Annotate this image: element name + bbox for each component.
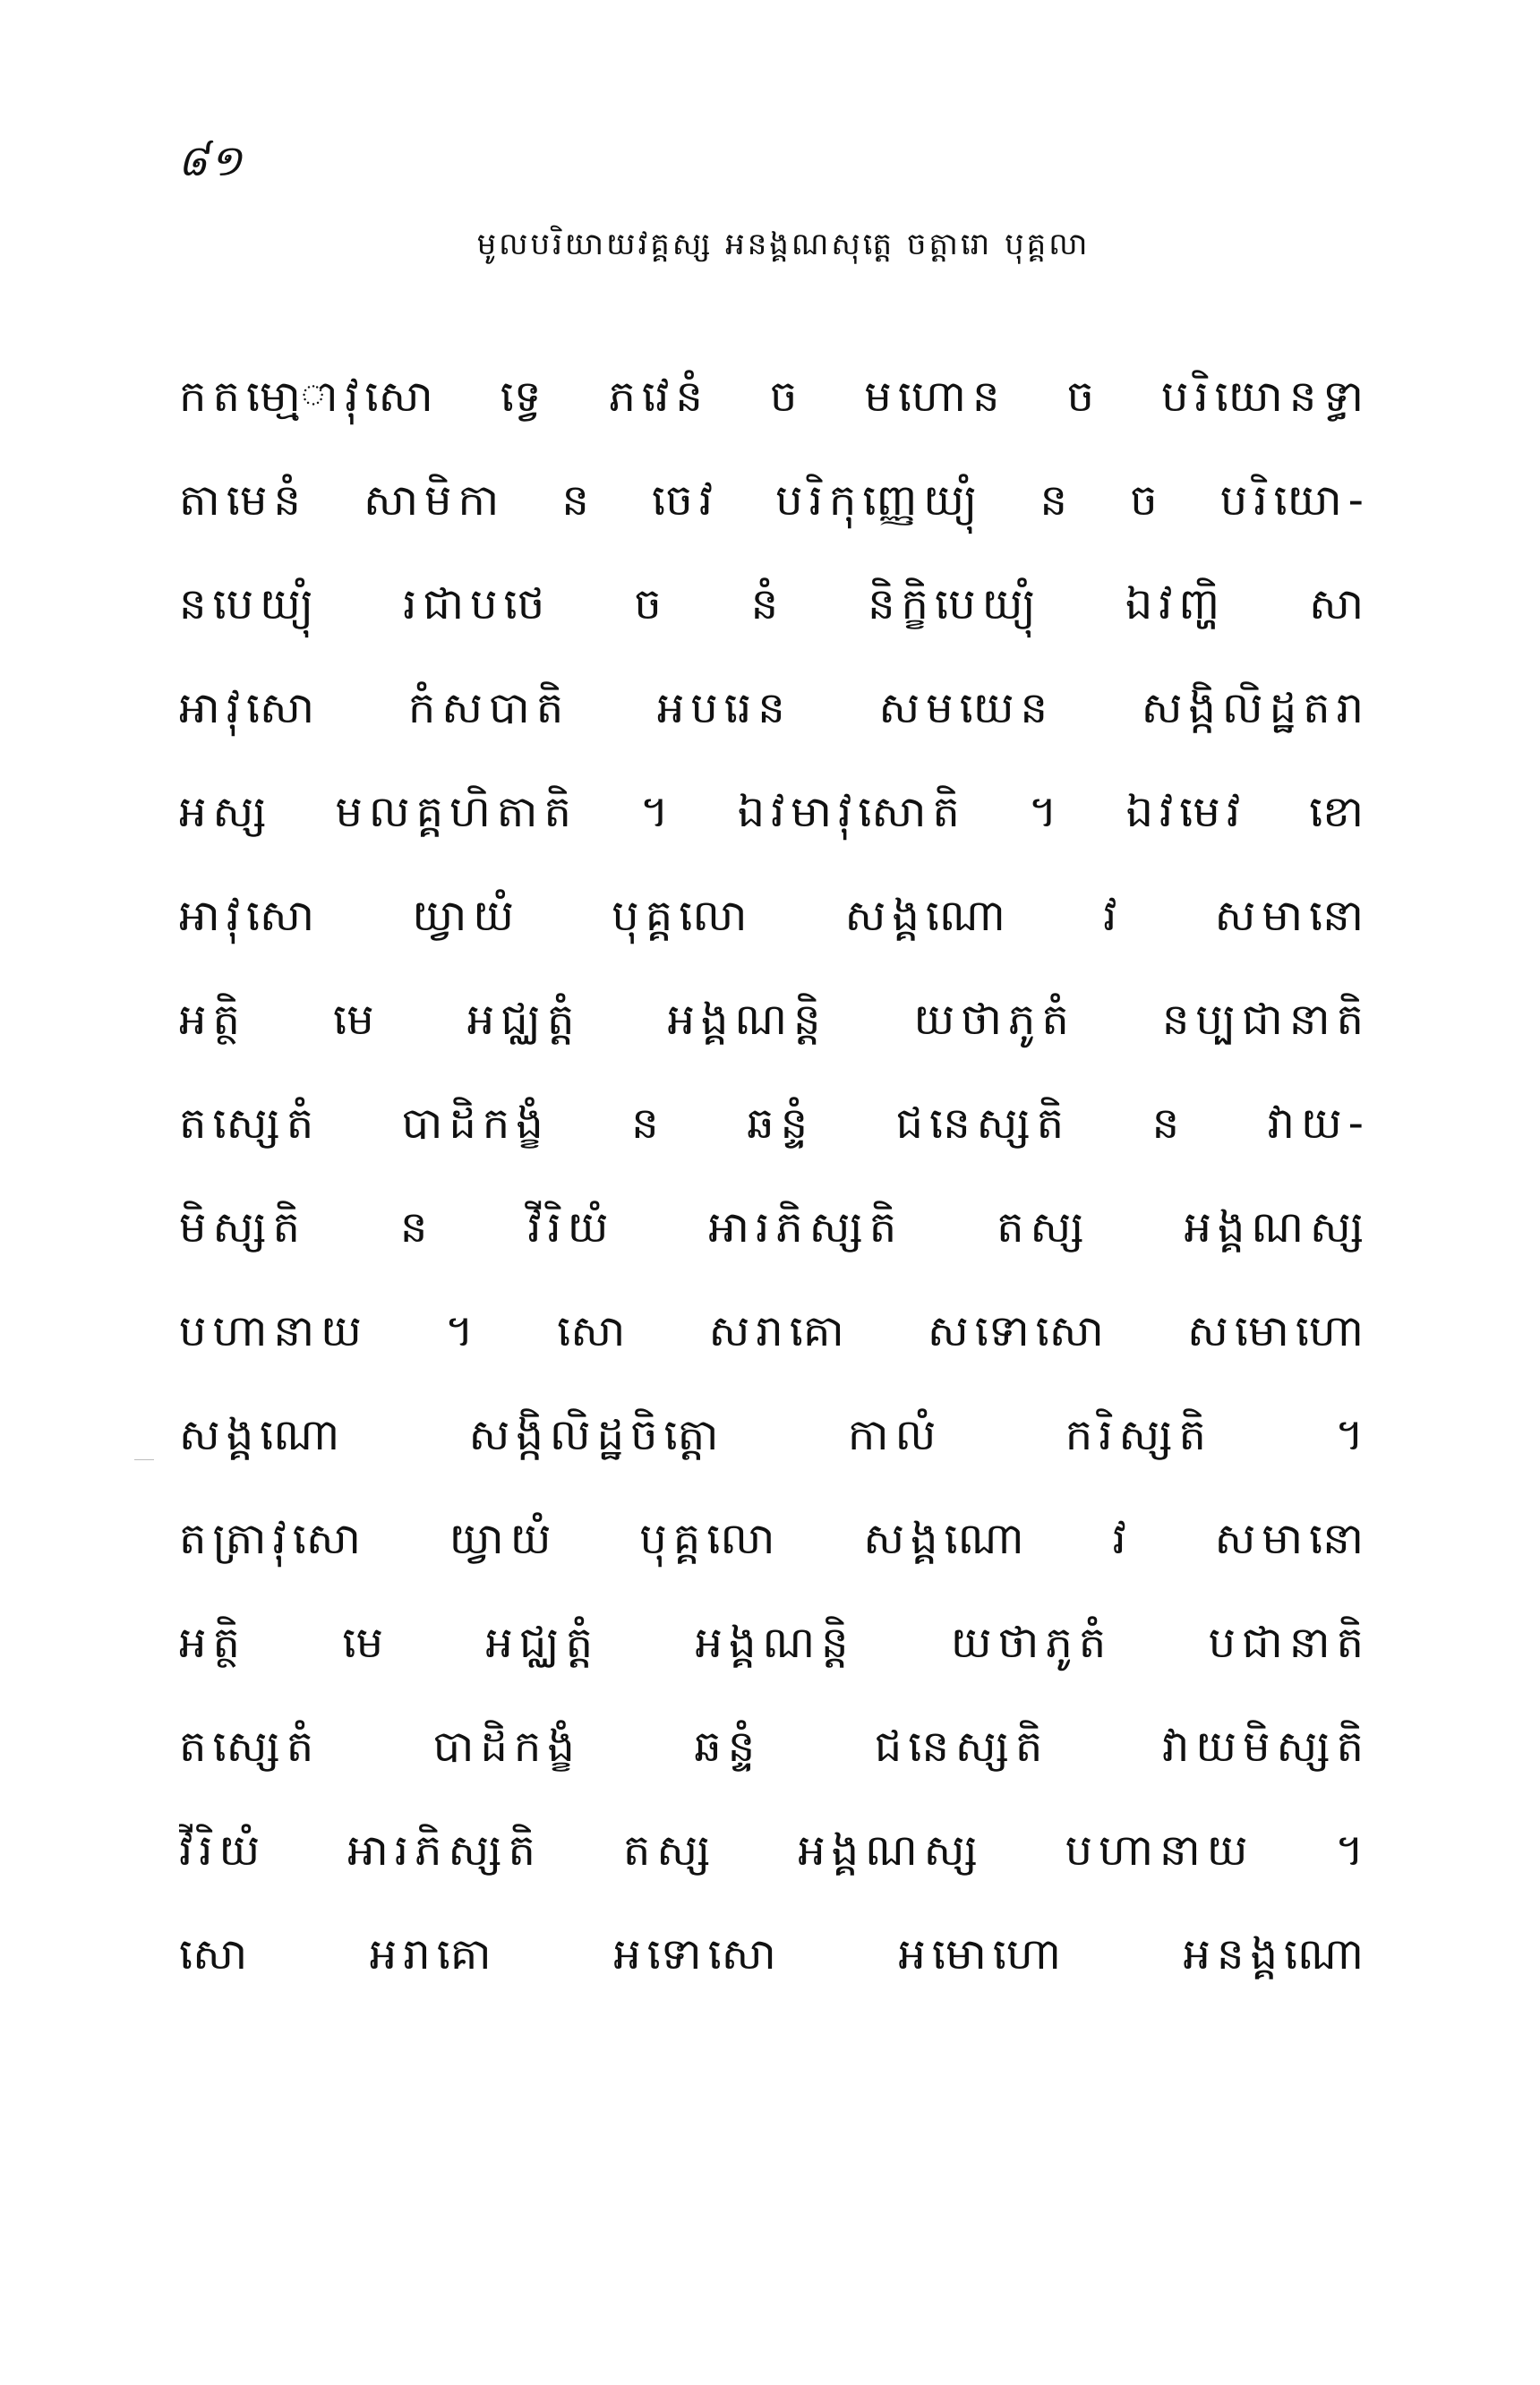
text-line: អស្ស មលគ្គហិតាតិ ។ ឯវមាវុសោតិ ។ ឯវមេវ ខោ	[179, 787, 1370, 837]
text-line: សោ អរាគោ អទោសោ អមោហោ អនង្គណោ	[179, 1929, 1370, 1979]
page-number: ៨១	[177, 136, 244, 186]
text-line: វីរិយំ អារភិស្សតិ តស្ស អង្គណស្ស បហានាយ ។	[179, 1825, 1370, 1876]
text-line: បហានាយ ។ សោ សរាគោ សទោសោ សមោហោ	[179, 1306, 1370, 1356]
text-line: អត្ថិ មេ អជ្ឈត្តំ អង្គណន្តិ យថាភូតំ នប្បជានាតិ	[179, 995, 1370, 1045]
text-line: តស្សេតំ បាដិកង្ខំ ឆន្ទំ ជនេស្សតិ វាយមិស្សតិ	[179, 1722, 1370, 1772]
text-line: អាវុសោ យ្វាយំ បុគ្គលោ សង្គណោ វ សមានោ	[179, 891, 1370, 941]
text-line: មិស្សតិ ន វីរិយំ អារភិស្សតិ តស្ស អង្គណស្ស	[179, 1202, 1370, 1252]
text-line: តស្សេតំ បាដិកង្ខំ ន ឆន្ទំ ជនេស្សតិ ន វាយ-	[179, 1098, 1370, 1149]
margin-mark	[134, 1459, 154, 1460]
text-line: តាមេនំ សាមិកា ន ចេវ បរិកុញ្ញេយ្យុំ ន ច បរិយោ-	[179, 475, 1370, 526]
text-line: អត្ថិ មេ អជ្ឈត្តំ អង្គណន្តិ យថាភូតំ បជានាតិ	[179, 1618, 1370, 1668]
text-line: អាវុសោ កំសបាតិ អបរេន សមយេន សង្កិលិដ្ឋតរា	[179, 683, 1370, 733]
text-line: កតមោ្មាវុសោ ទ្វេ ភវេនំ ច មហោន ច បរិយោនទ្ធា	[179, 372, 1370, 422]
running-header: មូលបរិយាយវគ្គស្ស អនង្គណសុត្តេ ចត្តារោ បុគ្គលា	[476, 227, 1091, 262]
text-line: សង្គណោ សង្កិលិដ្ឋចិត្តោ កាលំ ករិស្សតិ ។	[179, 1410, 1370, 1460]
text-line: តត្រាវុសោ យ្វាយំ បុគ្គលោ សង្គណោ វ សមានោ	[179, 1514, 1370, 1564]
body-text	[179, 345, 1370, 2006]
text-line: នបេយ្យុំ រជាបថេ ច នំ និក្ខិបេយ្យុំ ឯវញ្ហិ សា	[179, 579, 1370, 629]
